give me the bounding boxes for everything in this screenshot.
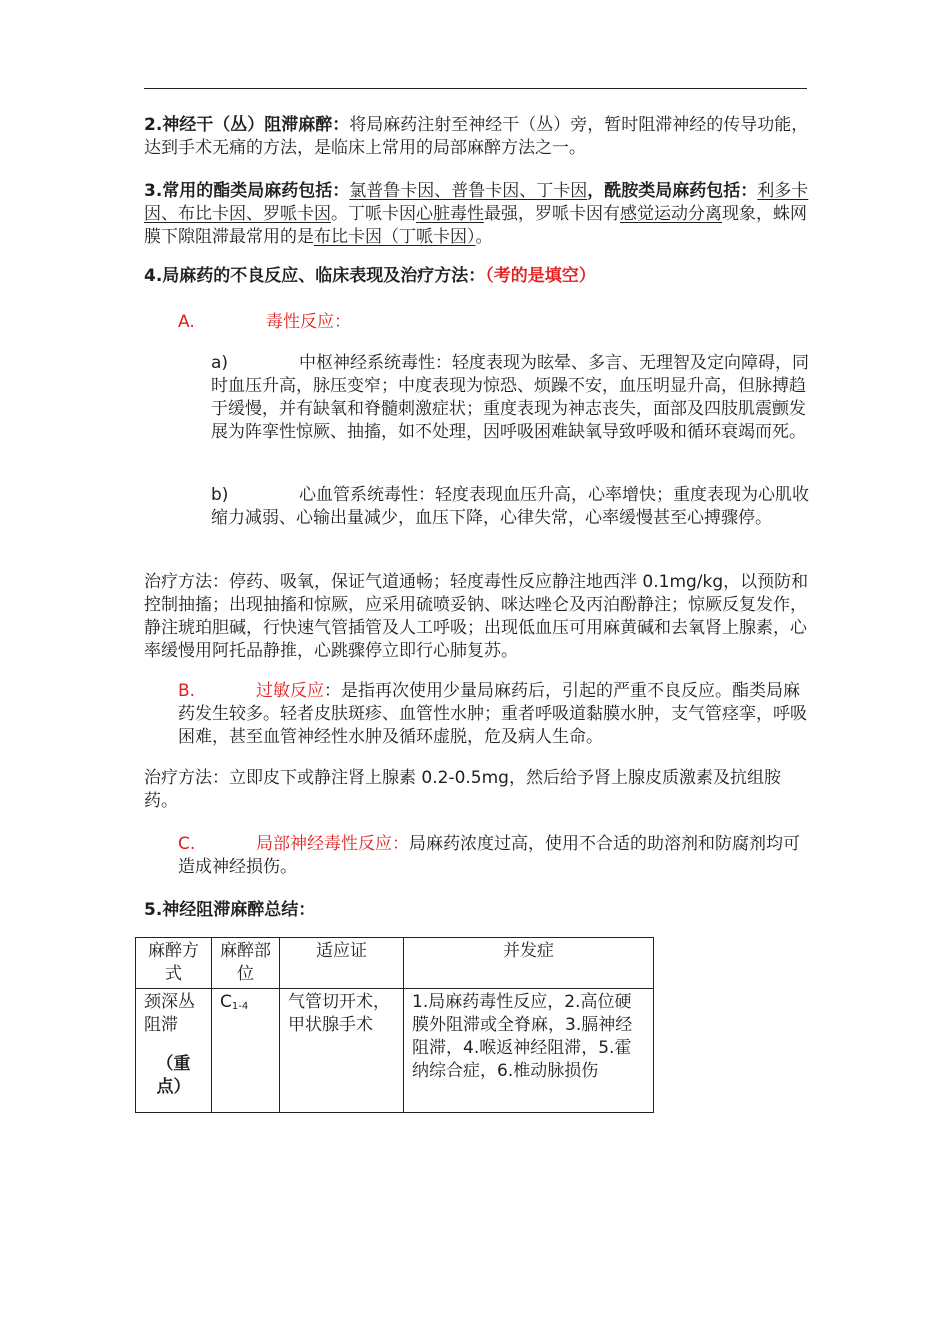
site-sub: 1-4	[231, 1001, 249, 1012]
subsection-b-letter: B.	[178, 681, 196, 701]
section-2-title: 2.神经干（丛）阻滞麻醉：	[144, 115, 350, 135]
ester-label: 3.常用的酯类局麻药包括：	[144, 181, 350, 201]
subsection-c	[178, 833, 810, 879]
table-row	[136, 989, 654, 1113]
amide-label: ，酰胺类局麻药包括：	[587, 181, 758, 201]
subsection-a-label: 毒性反应：	[266, 312, 351, 332]
amide-drugs: 利多卡因、布比卡因、罗哌卡因	[144, 181, 809, 224]
sensory-motor-term: 感觉运动分离	[620, 204, 722, 224]
item-a-letter: a)	[211, 353, 229, 373]
cardiotoxicity-term: 心脏毒性	[416, 204, 484, 224]
subsection-b-text: ：是指再次使用少量局麻药后，引起的严重不良反应。酯类局麻药发生较多。轻者皮肤斑疹、血管性水肿；重者呼吸道黏膜水肿，支气管痉挛，呼吸困难，甚至血管神经性水肿及循环虚脱，危及病人生命。	[178, 681, 807, 747]
header-method: 麻醉方式	[136, 938, 212, 989]
section-4-heading	[144, 265, 812, 288]
cell-method	[136, 989, 212, 1113]
subsection-a-heading	[178, 311, 351, 334]
subsection-b-label: 过敏反应	[256, 681, 324, 701]
item-a	[211, 352, 809, 444]
header-complications: 并发症	[404, 938, 654, 989]
subsection-c-letter: C.	[178, 834, 196, 854]
method-text: 颈深丛阻滞	[144, 992, 195, 1035]
item-a-text: 中枢神经系统毒性：轻度表现为眩晕、多言、无理智及定向障碍，同时血压升高，脉压变窄；中度表现为惊恐、烦躁不安，血压明显升高，但脉搏趋于缓慢，并有缺氧和脊髓刺激症状；重度表现为神志丧失，面部及四肢肌震颤发展为阵挛性惊厥、抽搐，如不处理，因呼吸困难缺氧导致呼吸和循环衰竭而死。	[211, 353, 809, 442]
item-b	[211, 484, 809, 530]
treatment-a: 治疗方法：停药、吸氧，保证气道通畅；轻度毒性反应静注地西泮 0.1mg/kg，以预防和控制抽搐；出现抽搐和惊厥，应采用硫喷妥钠、咪达唑仑及丙泊酚静注；惊厥反复发作，静注琥珀胆碱，行快速气管插管及人工呼吸；出现低血压可用麻黄碱和去氧肾上腺素，心率缓慢用阿托品静推，心跳骤停立即行心肺复苏。	[144, 572, 809, 661]
ester-drugs: 氯普鲁卡因、普鲁卡因、丁卡因	[349, 181, 588, 201]
summary-table	[135, 937, 654, 1113]
subsection-c-text: 局麻药浓度过高，使用不合适的助溶剂和防腐剂均可造成神经损伤。	[178, 834, 800, 877]
table-header-row	[136, 938, 654, 989]
text-run: 。	[475, 227, 493, 247]
text-run: 现象，蛛网膜下隙阻滞最常用的是	[144, 204, 807, 247]
site-main: C	[220, 992, 232, 1012]
header-indication: 适应证	[280, 938, 404, 989]
subsection-b	[178, 680, 810, 749]
cell-site	[212, 989, 280, 1113]
item-b-text: 心血管系统毒性：轻度表现血压升高，心率增快；重度表现为心肌收缩力减弱、心输出量减少，血压下降，心律失常，心率缓慢甚至心搏骤停。	[211, 485, 809, 528]
text-run: 。丁哌卡因	[331, 204, 416, 224]
section-4-title: 4.局麻药的不良反应、临床表现及治疗方法：	[144, 266, 486, 286]
header-rule	[144, 88, 807, 89]
section-2-text: 将局麻药注射至神经干（丛）旁，暂时阻滞神经的传导功能，达到手术无痛的方法，是临床上常用的局部麻醉方法之一。	[144, 115, 809, 158]
treatment-b: 治疗方法：立即皮下或静注肾上腺素 0.2-0.5mg，然后给予肾上腺皮质激素及抗组胺药。	[144, 768, 781, 811]
spinal-drug: 布比卡因（丁哌卡因）	[314, 227, 476, 247]
subsection-c-label: 局部神经毒性反应：	[256, 834, 409, 854]
section-3	[144, 180, 812, 249]
cell-complications: 1.局麻药毒性反应，2.高位硬膜外阻滞或全脊麻，3.膈神经阻滞，4.喉返神经阻滞，5.霍纳综合症，6.椎动脉损伤	[404, 989, 654, 1113]
section-4-note: （考的是填空）	[485, 266, 596, 286]
section-2	[144, 114, 812, 160]
item-b-letter: b)	[211, 485, 229, 505]
key-point-note: （重点）	[156, 1054, 191, 1097]
header-site: 麻醉部位	[212, 938, 280, 989]
cell-indication: 气管切开术，甲状腺手术	[280, 989, 404, 1113]
subsection-a-letter: A.	[178, 312, 195, 332]
section-5-title: 5.神经阻滞麻醉总结：	[144, 900, 316, 920]
text-run: 最强，罗哌卡因有	[484, 204, 620, 224]
